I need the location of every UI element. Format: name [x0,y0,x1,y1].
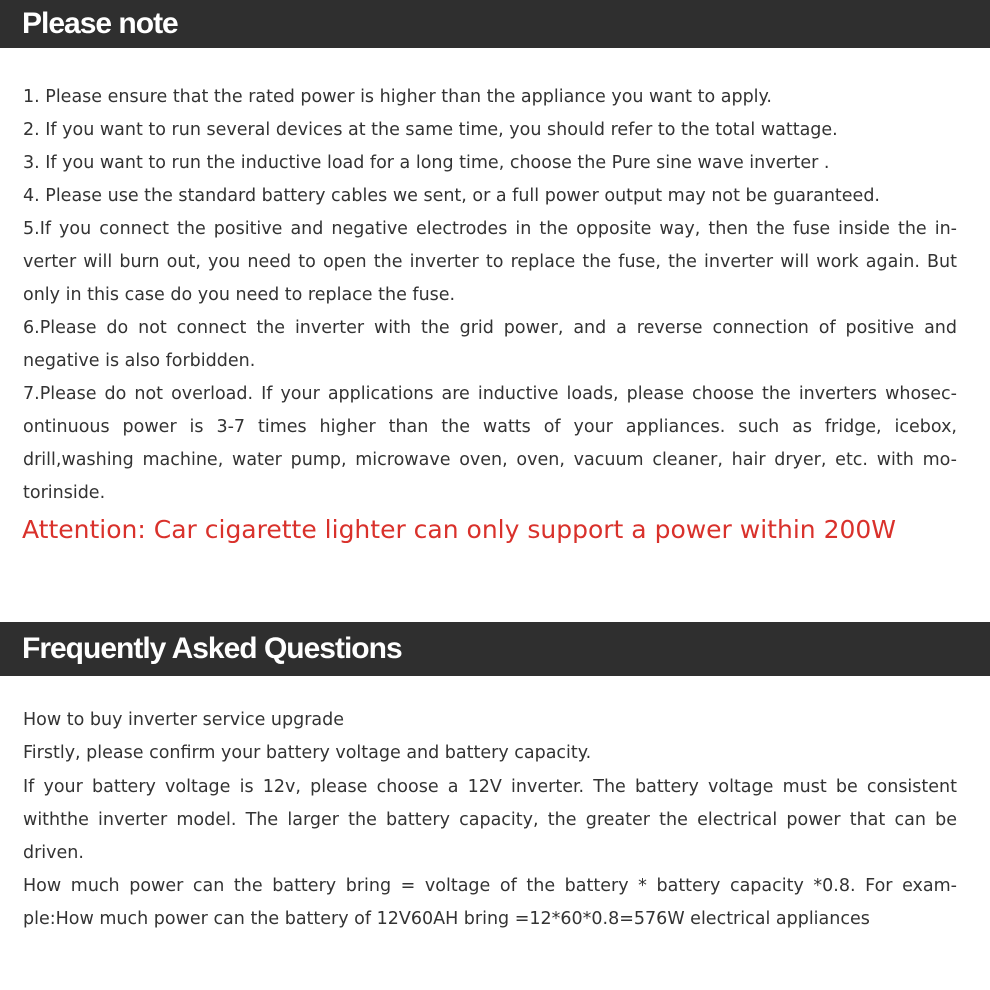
note-line: 2. If you want to run several devices at the same time, you should refer to the total wattage. [23,120,838,140]
note-line: 3. If you want to run the inductive load for a long time, choose the Pure sine wave inverter . [23,153,830,173]
note-line: only in this case do you need to replace the fuse. [23,285,456,305]
faq-line: How much power can the battery bring = voltage of the battery * battery capacity *0.8. For exam- [23,876,957,896]
please-note-header [0,0,990,48]
note-line: 1. Please ensure that the rated power is higher than the appliance you want to apply. [23,87,772,107]
faq-line: Firstly, please confirm your battery voltage and battery capacity. [23,743,592,763]
faq-line: How to buy inverter service upgrade [23,710,344,730]
faq-line: ple:How much power can the battery of 12V60AH bring =12*60*0.8=576W electrical appliances [23,909,870,929]
note-line: torinside. [23,483,106,503]
note-line: 7.Please do not overload. If your applications are inductive loads, please choose the inverters whosec- [23,384,957,404]
note-line: 6.Please do not connect the inverter with the grid power, and a reverse connection of positive and [23,318,957,338]
note-line: 5.If you connect the positive and negative electrodes in the opposite way, then the fuse inside the in- [23,219,957,239]
faq-title: Frequently Asked Questions [22,632,402,665]
faq-line: If your battery voltage is 12v, please choose a 12V inverter. The battery voltage must be consistent [23,777,957,797]
faq-line: driven. [23,843,84,863]
note-line: ontinuous power is 3-7 times higher than the watts of your appliances. such as fridge, icebox, [23,417,957,437]
note-line: drill,washing machine, water pump, microwave oven, oven, vacuum cleaner, hair dryer, etc. with mo- [23,450,957,470]
please-note-title: Please note [22,7,178,40]
note-line: negative is also forbidden. [23,351,256,371]
note-line: verter will burn out, you need to open the inverter to replace the fuse, the inverter will work again. But [23,252,957,272]
faq-line: withthe inverter model. The larger the battery capacity, the greater the electrical power that can be [23,810,957,830]
faq-header [0,622,990,676]
attention-notice: Attention: Car cigarette lighter can only support a power within 200W [22,515,896,544]
note-line: 4. Please use the standard battery cables we sent, or a full power output may not be guaranteed. [23,186,880,206]
